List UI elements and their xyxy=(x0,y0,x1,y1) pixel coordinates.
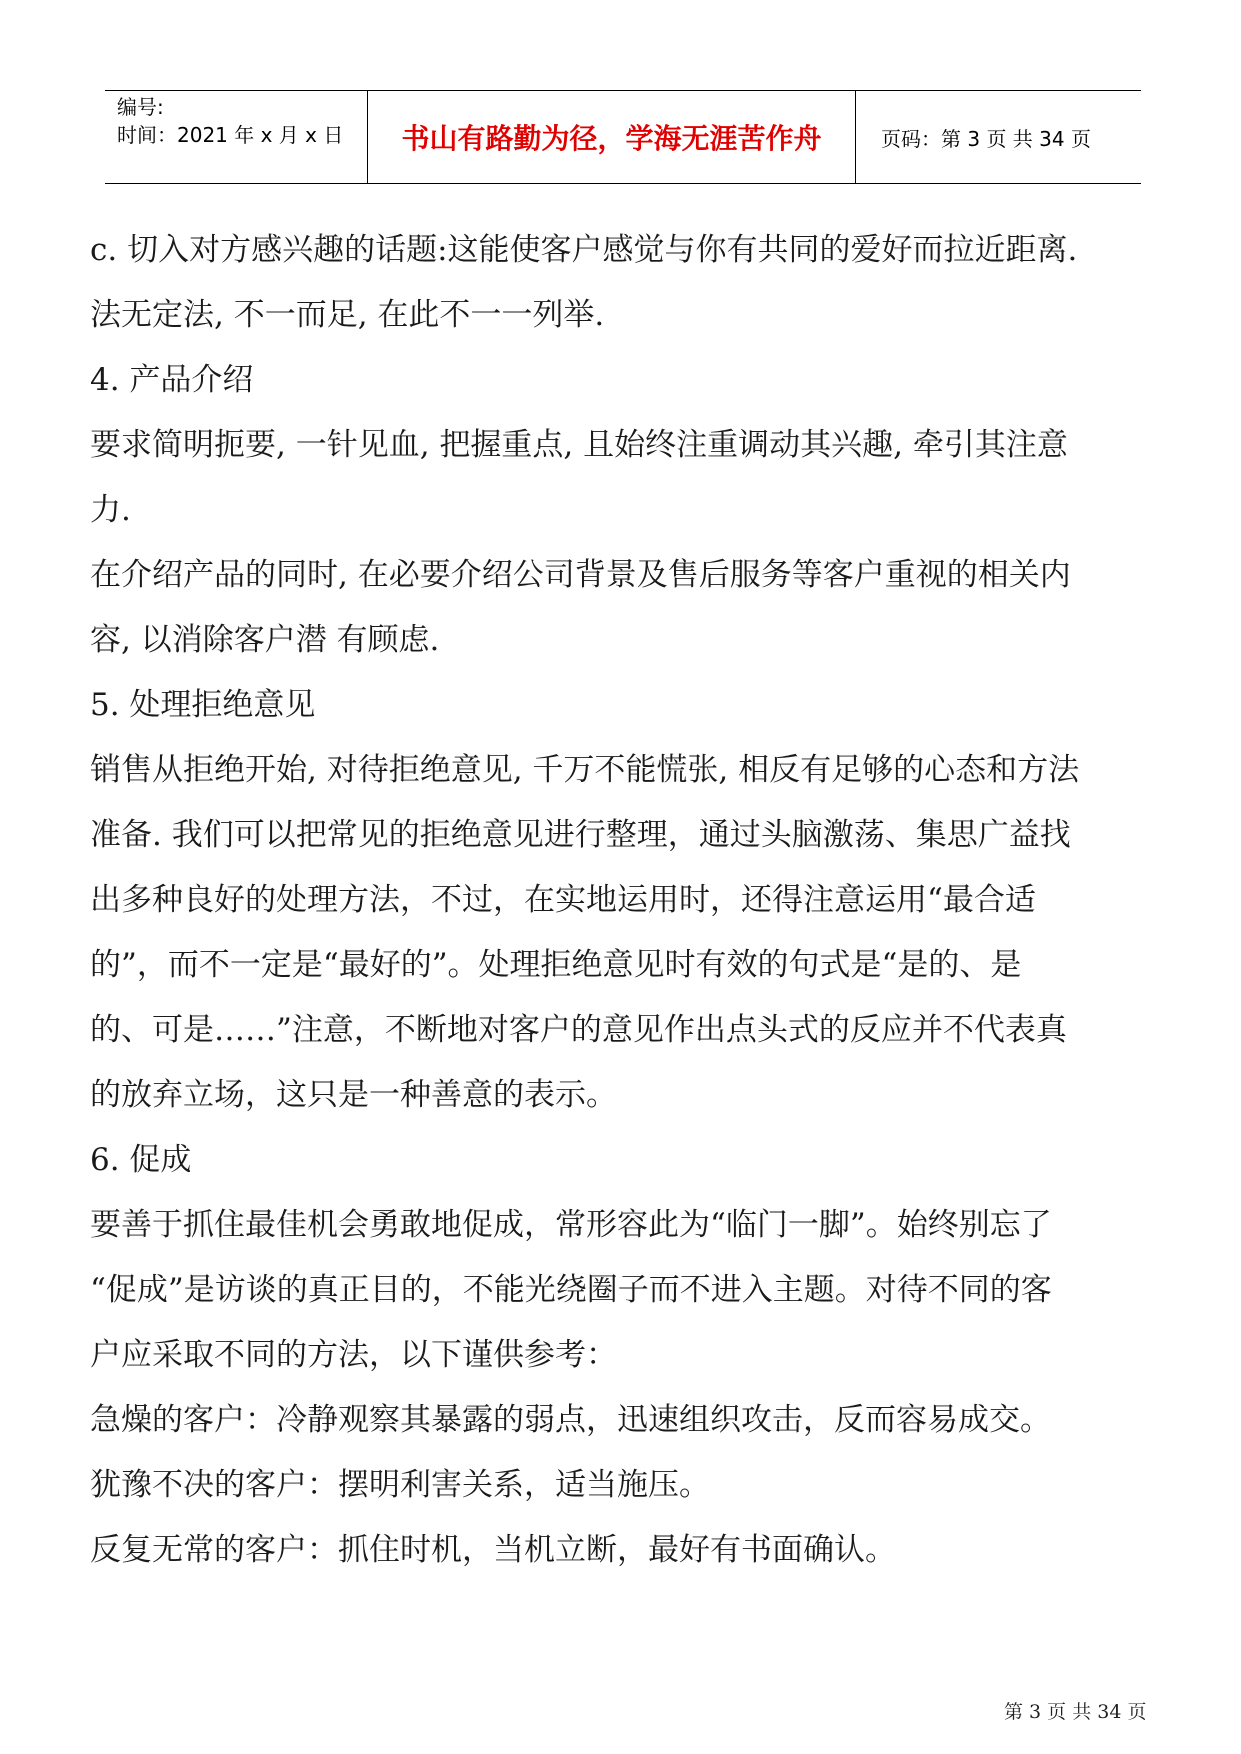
body-line: 犹豫不决的客户：摆明利害关系，适当施压。 xyxy=(90,1467,710,1503)
header-page-number: 页码：第 3 页 共 34 页 xyxy=(881,126,1091,151)
section-heading: 5. 处理拒绝意见 xyxy=(90,687,316,723)
body-line: c. 切入对方感兴趣的话题:这能使客户感觉与你有共同的爱好而拉近距离. xyxy=(90,232,1078,268)
page-footer: 第 3 页 共 34 页 xyxy=(1004,1701,1147,1723)
header-motto: 书山有路勤为径，学海无涯苦作舟 xyxy=(367,91,856,183)
body-line: 的”，而不一定是“最好的”。处理拒绝意见时有效的句式是“是的、是 xyxy=(90,947,1022,983)
body-line: 的放弃立场，这只是一种善意的表示。 xyxy=(90,1077,617,1113)
body-line: 反复无常的客户：抓住时机，当机立断，最好有书面确认。 xyxy=(90,1532,896,1568)
body-line: 要求简明扼要, 一针见血, 把握重点, 且始终注重调动其兴趣, 牵引其注意 xyxy=(90,427,1068,463)
header-meta xyxy=(117,91,367,183)
body-line: 急燥的客户：冷静观察其暴露的弱点，迅速组织攻击，反而容易成交。 xyxy=(90,1402,1051,1438)
body-line: 力. xyxy=(90,492,131,528)
body-line: 准备. 我们可以把常见的拒绝意见进行整理，通过头脑激荡、集思广益找 xyxy=(90,817,1071,853)
page-header xyxy=(105,90,1141,184)
body-line: 出多种良好的处理方法，不过，在实地运用时，还得注意运用“最合适 xyxy=(90,882,1036,918)
document-body xyxy=(90,218,1170,1583)
document-code-label: 编号: xyxy=(117,95,164,119)
section-heading: 4. 产品介绍 xyxy=(90,362,254,398)
section-heading: 6. 促成 xyxy=(90,1142,192,1178)
body-line: 容, 以消除客户潜 有顾虑. xyxy=(90,622,440,658)
body-line: 的、可是……”注意，不断地对客户的意见作出点头式的反应并不代表真 xyxy=(90,1012,1067,1048)
body-line: 要善于抓住最佳机会勇敢地促成，常形容此为“临门一脚”。始终别忘了 xyxy=(90,1207,1052,1243)
body-line: “促成”是访谈的真正目的，不能光绕圈子而不进入主题。对待不同的客 xyxy=(90,1272,1052,1308)
body-line: 销售从拒绝开始, 对待拒绝意见, 千万不能慌张, 相反有足够的心态和方法 xyxy=(90,752,1080,788)
body-line: 法无定法, 不一而足, 在此不一一列举. xyxy=(90,297,605,333)
body-line: 户应采取不同的方法，以下谨供参考： xyxy=(90,1337,617,1373)
document-time-label: 时间：2021 年 x 月 x 日 xyxy=(117,123,344,147)
body-line: 在介绍产品的同时, 在必要介绍公司背景及售后服务等客户重视的相关内 xyxy=(90,557,1071,593)
